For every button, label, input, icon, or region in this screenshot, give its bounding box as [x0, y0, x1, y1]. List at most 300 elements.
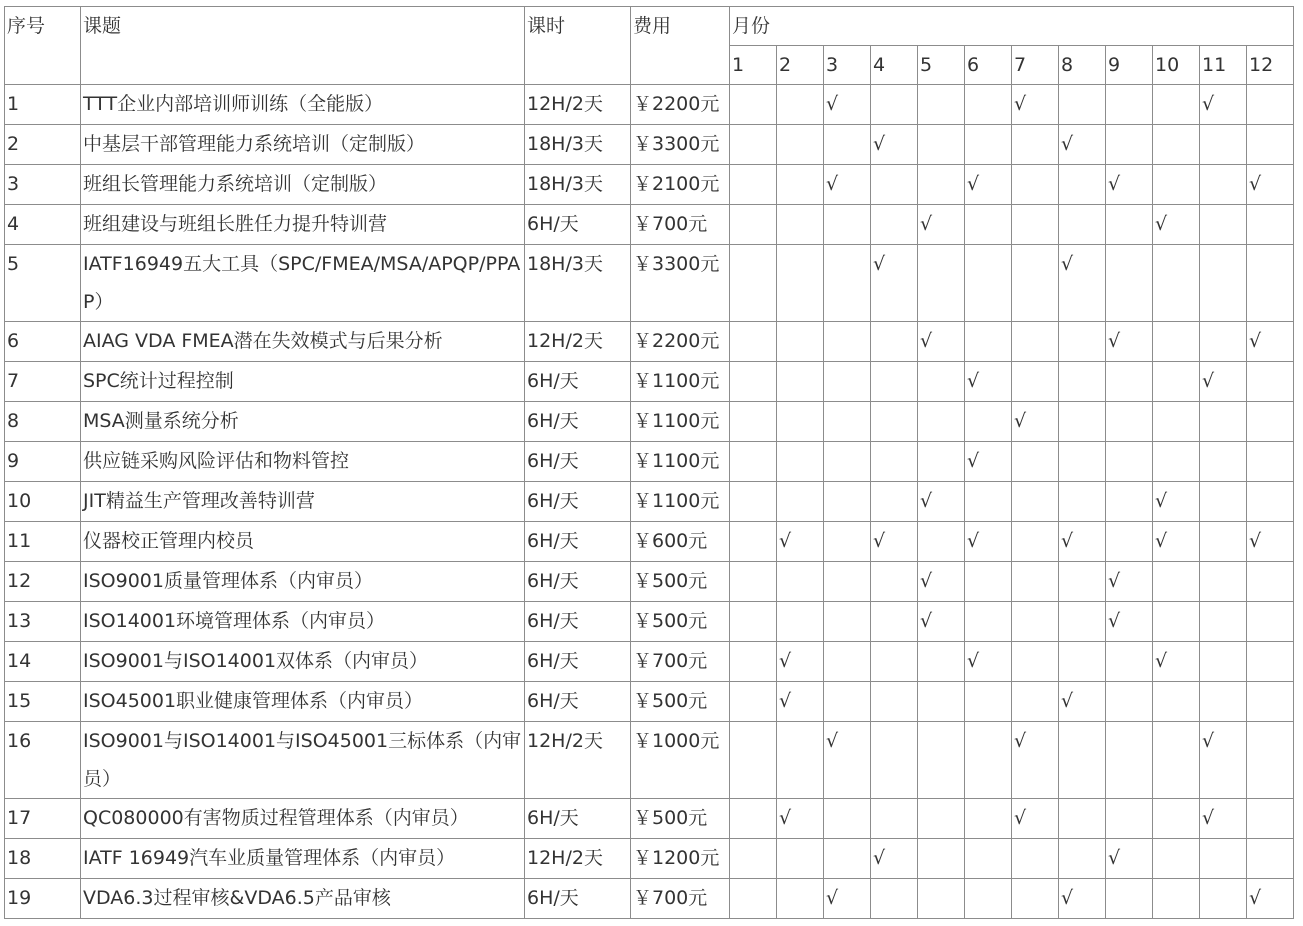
empty-cell-month-4	[871, 722, 918, 799]
cell-topic: AIAG VDA FMEA潜在失效模式与后果分析	[81, 322, 525, 362]
empty-cell-month-2	[777, 165, 824, 205]
empty-cell-month-7	[1012, 602, 1059, 642]
cell-fee: ￥1200元	[631, 839, 730, 879]
empty-cell-month-11	[1200, 205, 1247, 245]
empty-cell-month-2	[777, 322, 824, 362]
empty-cell-month-11	[1200, 879, 1247, 919]
check-mark-month-2: √	[777, 799, 824, 839]
empty-cell-month-2	[777, 205, 824, 245]
cell-topic: IATF 16949汽车业质量管理体系（内审员）	[81, 839, 525, 879]
empty-cell-month-9	[1106, 402, 1153, 442]
check-mark-month-6: √	[965, 165, 1012, 205]
empty-cell-month-9	[1106, 482, 1153, 522]
empty-cell-month-4	[871, 799, 918, 839]
empty-cell-month-12	[1247, 482, 1294, 522]
check-mark-month-4: √	[871, 839, 918, 879]
empty-cell-month-7	[1012, 205, 1059, 245]
empty-cell-month-1	[730, 482, 777, 522]
empty-cell-month-3	[824, 482, 871, 522]
header-month-7: 7	[1012, 46, 1059, 85]
empty-cell-month-10	[1153, 125, 1200, 165]
cell-hours: 12H/2天	[525, 839, 631, 879]
empty-cell-month-9	[1106, 722, 1153, 799]
empty-cell-month-2	[777, 85, 824, 125]
empty-cell-month-4	[871, 562, 918, 602]
empty-cell-month-4	[871, 682, 918, 722]
empty-cell-month-12	[1247, 682, 1294, 722]
empty-cell-month-3	[824, 839, 871, 879]
empty-cell-month-5	[918, 245, 965, 322]
empty-cell-month-4	[871, 322, 918, 362]
cell-fee: ￥500元	[631, 799, 730, 839]
cell-fee: ￥500元	[631, 682, 730, 722]
empty-cell-month-6	[965, 125, 1012, 165]
cell-fee: ￥500元	[631, 562, 730, 602]
header-month-4: 4	[871, 46, 918, 85]
empty-cell-month-7	[1012, 362, 1059, 402]
empty-cell-month-2	[777, 879, 824, 919]
empty-cell-month-2	[777, 562, 824, 602]
empty-cell-month-8	[1059, 799, 1106, 839]
check-mark-month-8: √	[1059, 522, 1106, 562]
empty-cell-month-10	[1153, 402, 1200, 442]
empty-cell-month-6	[965, 839, 1012, 879]
cell-hours: 6H/天	[525, 442, 631, 482]
empty-cell-month-1	[730, 245, 777, 322]
empty-cell-month-4	[871, 879, 918, 919]
cell-seq: 18	[5, 839, 81, 879]
empty-cell-month-11	[1200, 562, 1247, 602]
table-row	[5, 839, 1294, 879]
empty-cell-month-6	[965, 799, 1012, 839]
check-mark-month-10: √	[1153, 522, 1200, 562]
empty-cell-month-2	[777, 125, 824, 165]
empty-cell-month-1	[730, 562, 777, 602]
header-topic: 课题	[81, 7, 525, 85]
empty-cell-month-10	[1153, 442, 1200, 482]
cell-seq: 11	[5, 522, 81, 562]
empty-cell-month-4	[871, 85, 918, 125]
empty-cell-month-5	[918, 362, 965, 402]
empty-cell-month-3	[824, 125, 871, 165]
empty-cell-month-4	[871, 402, 918, 442]
empty-cell-month-8	[1059, 642, 1106, 682]
cell-topic: ISO9001与ISO14001双体系（内审员）	[81, 642, 525, 682]
cell-fee: ￥2200元	[631, 85, 730, 125]
cell-hours: 6H/天	[525, 205, 631, 245]
empty-cell-month-2	[777, 482, 824, 522]
header-seq: 序号	[5, 7, 81, 85]
empty-cell-month-10	[1153, 562, 1200, 602]
empty-cell-month-11	[1200, 442, 1247, 482]
empty-cell-month-11	[1200, 642, 1247, 682]
check-mark-month-12: √	[1247, 522, 1294, 562]
check-mark-month-7: √	[1012, 799, 1059, 839]
empty-cell-month-6	[965, 205, 1012, 245]
cell-hours: 6H/天	[525, 362, 631, 402]
empty-cell-month-9	[1106, 442, 1153, 482]
cell-fee: ￥1100元	[631, 362, 730, 402]
empty-cell-month-1	[730, 682, 777, 722]
cell-fee: ￥1100元	[631, 402, 730, 442]
empty-cell-month-11	[1200, 602, 1247, 642]
empty-cell-month-6	[965, 245, 1012, 322]
empty-cell-month-8	[1059, 362, 1106, 402]
empty-cell-month-1	[730, 602, 777, 642]
table-body	[5, 85, 1294, 919]
check-mark-month-8: √	[1059, 682, 1106, 722]
check-mark-month-5: √	[918, 322, 965, 362]
cell-topic: ISO9001质量管理体系（内审员）	[81, 562, 525, 602]
cell-seq: 4	[5, 205, 81, 245]
empty-cell-month-12	[1247, 642, 1294, 682]
empty-cell-month-7	[1012, 879, 1059, 919]
schedule-container	[4, 6, 1294, 919]
header-month-10: 10	[1153, 46, 1200, 85]
cell-topic: 班组长管理能力系统培训（定制版）	[81, 165, 525, 205]
empty-cell-month-8	[1059, 722, 1106, 799]
empty-cell-month-8	[1059, 322, 1106, 362]
cell-topic: ISO9001与ISO14001与ISO45001三标体系（内审员）	[81, 722, 525, 799]
table-row	[5, 602, 1294, 642]
empty-cell-month-11	[1200, 165, 1247, 205]
check-mark-month-10: √	[1153, 205, 1200, 245]
empty-cell-month-9	[1106, 85, 1153, 125]
table-row	[5, 799, 1294, 839]
cell-seq: 3	[5, 165, 81, 205]
cell-topic: JIT精益生产管理改善特训营	[81, 482, 525, 522]
table-row	[5, 402, 1294, 442]
empty-cell-month-7	[1012, 165, 1059, 205]
empty-cell-month-3	[824, 322, 871, 362]
empty-cell-month-6	[965, 682, 1012, 722]
cell-seq: 13	[5, 602, 81, 642]
check-mark-month-6: √	[965, 442, 1012, 482]
table-row	[5, 522, 1294, 562]
header-month-8: 8	[1059, 46, 1106, 85]
empty-cell-month-3	[824, 245, 871, 322]
empty-cell-month-9	[1106, 682, 1153, 722]
cell-seq: 17	[5, 799, 81, 839]
check-mark-month-9: √	[1106, 322, 1153, 362]
check-mark-month-4: √	[871, 522, 918, 562]
cell-seq: 6	[5, 322, 81, 362]
empty-cell-month-10	[1153, 245, 1200, 322]
empty-cell-month-6	[965, 562, 1012, 602]
table-row	[5, 682, 1294, 722]
cell-fee: ￥3300元	[631, 245, 730, 322]
empty-cell-month-8	[1059, 402, 1106, 442]
check-mark-month-3: √	[824, 165, 871, 205]
empty-cell-month-5	[918, 442, 965, 482]
empty-cell-month-1	[730, 362, 777, 402]
empty-cell-month-10	[1153, 722, 1200, 799]
check-mark-month-9: √	[1106, 839, 1153, 879]
cell-fee: ￥2200元	[631, 322, 730, 362]
empty-cell-month-2	[777, 402, 824, 442]
check-mark-month-9: √	[1106, 602, 1153, 642]
check-mark-month-11: √	[1200, 362, 1247, 402]
header-month-11: 11	[1200, 46, 1247, 85]
table-row	[5, 125, 1294, 165]
empty-cell-month-6	[965, 402, 1012, 442]
header-fee: 费用	[631, 7, 730, 85]
empty-cell-month-3	[824, 522, 871, 562]
empty-cell-month-3	[824, 642, 871, 682]
empty-cell-month-5	[918, 125, 965, 165]
table-row	[5, 85, 1294, 125]
empty-cell-month-5	[918, 642, 965, 682]
empty-cell-month-11	[1200, 245, 1247, 322]
cell-seq: 15	[5, 682, 81, 722]
empty-cell-month-7	[1012, 482, 1059, 522]
empty-cell-month-11	[1200, 522, 1247, 562]
empty-cell-month-12	[1247, 562, 1294, 602]
table-row	[5, 245, 1294, 322]
cell-topic: 供应链采购风险评估和物料管控	[81, 442, 525, 482]
empty-cell-month-5	[918, 682, 965, 722]
header-month: 月份	[730, 7, 1294, 46]
empty-cell-month-4	[871, 602, 918, 642]
empty-cell-month-1	[730, 442, 777, 482]
check-mark-month-7: √	[1012, 722, 1059, 799]
empty-cell-month-10	[1153, 799, 1200, 839]
empty-cell-month-12	[1247, 602, 1294, 642]
cell-hours: 12H/2天	[525, 322, 631, 362]
empty-cell-month-7	[1012, 642, 1059, 682]
empty-cell-month-5	[918, 799, 965, 839]
empty-cell-month-4	[871, 482, 918, 522]
cell-seq: 19	[5, 879, 81, 919]
cell-fee: ￥3300元	[631, 125, 730, 165]
empty-cell-month-12	[1247, 722, 1294, 799]
cell-fee: ￥500元	[631, 602, 730, 642]
cell-fee: ￥1100元	[631, 482, 730, 522]
check-mark-month-3: √	[824, 879, 871, 919]
header-row	[5, 7, 1294, 46]
check-mark-month-8: √	[1059, 879, 1106, 919]
cell-topic: TTT企业内部培训师训练（全能版）	[81, 85, 525, 125]
cell-hours: 18H/3天	[525, 245, 631, 322]
cell-seq: 1	[5, 85, 81, 125]
empty-cell-month-4	[871, 165, 918, 205]
check-mark-month-11: √	[1200, 722, 1247, 799]
empty-cell-month-11	[1200, 402, 1247, 442]
empty-cell-month-8	[1059, 165, 1106, 205]
check-mark-month-7: √	[1012, 85, 1059, 125]
cell-hours: 6H/天	[525, 682, 631, 722]
cell-hours: 18H/3天	[525, 125, 631, 165]
empty-cell-month-10	[1153, 85, 1200, 125]
empty-cell-month-2	[777, 839, 824, 879]
cell-fee: ￥700元	[631, 879, 730, 919]
cell-topic: ISO45001职业健康管理体系（内审员）	[81, 682, 525, 722]
cell-hours: 12H/2天	[525, 85, 631, 125]
empty-cell-month-12	[1247, 362, 1294, 402]
empty-cell-month-6	[965, 322, 1012, 362]
empty-cell-month-9	[1106, 205, 1153, 245]
empty-cell-month-1	[730, 165, 777, 205]
empty-cell-month-10	[1153, 682, 1200, 722]
empty-cell-month-9	[1106, 642, 1153, 682]
empty-cell-month-1	[730, 85, 777, 125]
cell-topic: IATF16949五大工具（SPC/FMEA/MSA/APQP/PPAP）	[81, 245, 525, 322]
empty-cell-month-12	[1247, 245, 1294, 322]
header-month-9: 9	[1106, 46, 1153, 85]
check-mark-month-4: √	[871, 245, 918, 322]
empty-cell-month-9	[1106, 245, 1153, 322]
empty-cell-month-3	[824, 602, 871, 642]
empty-cell-month-12	[1247, 85, 1294, 125]
empty-cell-month-1	[730, 402, 777, 442]
cell-seq: 5	[5, 245, 81, 322]
empty-cell-month-9	[1106, 125, 1153, 165]
header-month-3: 3	[824, 46, 871, 85]
table-row	[5, 362, 1294, 402]
cell-hours: 6H/天	[525, 879, 631, 919]
empty-cell-month-8	[1059, 85, 1106, 125]
empty-cell-month-1	[730, 799, 777, 839]
empty-cell-month-6	[965, 482, 1012, 522]
empty-cell-month-8	[1059, 205, 1106, 245]
empty-cell-month-5	[918, 879, 965, 919]
empty-cell-month-1	[730, 205, 777, 245]
check-mark-month-3: √	[824, 85, 871, 125]
check-mark-month-8: √	[1059, 245, 1106, 322]
cell-fee: ￥600元	[631, 522, 730, 562]
empty-cell-month-10	[1153, 322, 1200, 362]
table-row	[5, 205, 1294, 245]
empty-cell-month-1	[730, 125, 777, 165]
check-mark-month-12: √	[1247, 879, 1294, 919]
empty-cell-month-2	[777, 602, 824, 642]
cell-hours: 6H/天	[525, 402, 631, 442]
empty-cell-month-11	[1200, 322, 1247, 362]
empty-cell-month-3	[824, 402, 871, 442]
cell-topic: ISO14001环境管理体系（内审员）	[81, 602, 525, 642]
cell-fee: ￥1100元	[631, 442, 730, 482]
empty-cell-month-10	[1153, 879, 1200, 919]
empty-cell-month-3	[824, 442, 871, 482]
empty-cell-month-12	[1247, 402, 1294, 442]
empty-cell-month-1	[730, 722, 777, 799]
check-mark-month-12: √	[1247, 165, 1294, 205]
empty-cell-month-7	[1012, 562, 1059, 602]
empty-cell-month-8	[1059, 562, 1106, 602]
cell-topic: 中基层干部管理能力系统培训（定制版）	[81, 125, 525, 165]
header-month-5: 5	[918, 46, 965, 85]
cell-hours: 6H/天	[525, 482, 631, 522]
empty-cell-month-11	[1200, 125, 1247, 165]
check-mark-month-3: √	[824, 722, 871, 799]
empty-cell-month-12	[1247, 799, 1294, 839]
cell-seq: 2	[5, 125, 81, 165]
table-row	[5, 442, 1294, 482]
empty-cell-month-4	[871, 362, 918, 402]
table-row	[5, 482, 1294, 522]
empty-cell-month-3	[824, 799, 871, 839]
header-month-12: 12	[1247, 46, 1294, 85]
empty-cell-month-3	[824, 205, 871, 245]
header-month-6: 6	[965, 46, 1012, 85]
check-mark-month-2: √	[777, 642, 824, 682]
empty-cell-month-6	[965, 722, 1012, 799]
empty-cell-month-2	[777, 442, 824, 482]
cell-hours: 6H/天	[525, 562, 631, 602]
cell-topic: MSA测量系统分析	[81, 402, 525, 442]
empty-cell-month-2	[777, 722, 824, 799]
table-row	[5, 642, 1294, 682]
header-month-2: 2	[777, 46, 824, 85]
empty-cell-month-5	[918, 402, 965, 442]
empty-cell-month-6	[965, 879, 1012, 919]
cell-hours: 6H/天	[525, 522, 631, 562]
empty-cell-month-8	[1059, 839, 1106, 879]
header-month-1: 1	[730, 46, 777, 85]
empty-cell-month-12	[1247, 125, 1294, 165]
table-row	[5, 562, 1294, 602]
empty-cell-month-2	[777, 362, 824, 402]
empty-cell-month-12	[1247, 442, 1294, 482]
check-mark-month-7: √	[1012, 402, 1059, 442]
empty-cell-month-10	[1153, 839, 1200, 879]
check-mark-month-4: √	[871, 125, 918, 165]
empty-cell-month-9	[1106, 522, 1153, 562]
table-row	[5, 879, 1294, 919]
cell-seq: 8	[5, 402, 81, 442]
cell-hours: 6H/天	[525, 602, 631, 642]
empty-cell-month-8	[1059, 602, 1106, 642]
empty-cell-month-5	[918, 165, 965, 205]
check-mark-month-8: √	[1059, 125, 1106, 165]
cell-seq: 7	[5, 362, 81, 402]
cell-fee: ￥700元	[631, 205, 730, 245]
cell-hours: 6H/天	[525, 642, 631, 682]
header-hours: 课时	[525, 7, 631, 85]
empty-cell-month-9	[1106, 879, 1153, 919]
table-row	[5, 165, 1294, 205]
empty-cell-month-3	[824, 562, 871, 602]
empty-cell-month-9	[1106, 799, 1153, 839]
check-mark-month-5: √	[918, 205, 965, 245]
empty-cell-month-6	[965, 85, 1012, 125]
cell-hours: 18H/3天	[525, 165, 631, 205]
empty-cell-month-5	[918, 85, 965, 125]
cell-fee: ￥2100元	[631, 165, 730, 205]
check-mark-month-6: √	[965, 642, 1012, 682]
empty-cell-month-1	[730, 879, 777, 919]
cell-topic: QC080000有害物质过程管理体系（内审员）	[81, 799, 525, 839]
check-mark-month-2: √	[777, 522, 824, 562]
empty-cell-month-7	[1012, 322, 1059, 362]
check-mark-month-6: √	[965, 522, 1012, 562]
cell-topic: 仪器校正管理内校员	[81, 522, 525, 562]
empty-cell-month-4	[871, 205, 918, 245]
empty-cell-month-12	[1247, 839, 1294, 879]
check-mark-month-9: √	[1106, 165, 1153, 205]
cell-topic: SPC统计过程控制	[81, 362, 525, 402]
cell-topic: 班组建设与班组长胜任力提升特训营	[81, 205, 525, 245]
empty-cell-month-7	[1012, 522, 1059, 562]
empty-cell-month-7	[1012, 839, 1059, 879]
empty-cell-month-1	[730, 522, 777, 562]
empty-cell-month-6	[965, 602, 1012, 642]
empty-cell-month-7	[1012, 442, 1059, 482]
empty-cell-month-5	[918, 839, 965, 879]
cell-hours: 6H/天	[525, 799, 631, 839]
check-mark-month-5: √	[918, 602, 965, 642]
empty-cell-month-11	[1200, 839, 1247, 879]
